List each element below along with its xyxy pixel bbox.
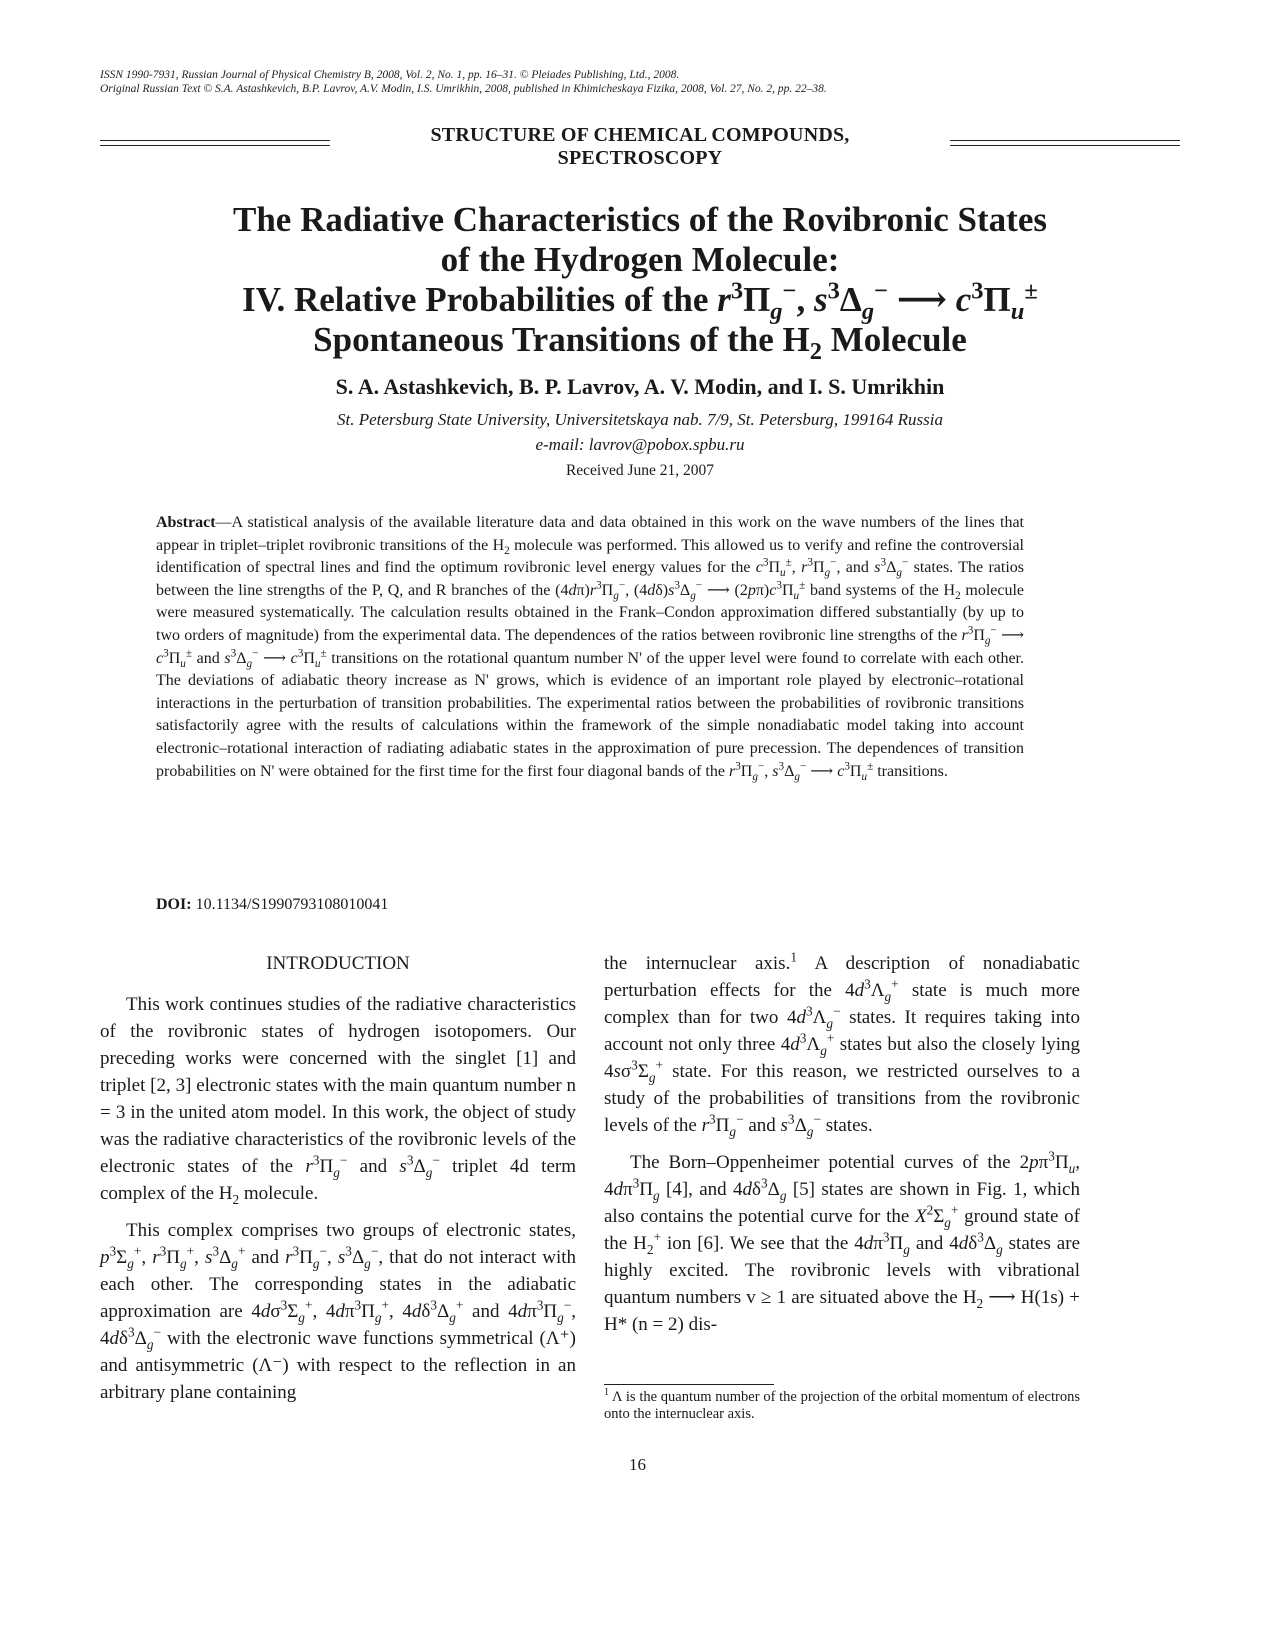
footnote-ref-1[interactable]: 1 (790, 949, 797, 965)
intro-paragraph-1: This work continues studies of the radiative characteristics of the rovibronic states of hydrogen isotopomers. Our preceding works were concerned with the singlet [1] and triplet [2, 3] electronic states with the main quantum number n = 3 in the united atom model. In this work, the object of study was the radiative characteristics of the rovibronic levels of the electronic states of the $r^3\Pi_g^-$ and $s^3\Delta_g^-$ triplet 4d term complex of the $H_2$ molecule. (100, 994, 576, 1207)
abstract-label: Abstract (156, 514, 216, 531)
doi-label: DOI: (156, 896, 192, 913)
intro-paragraph-3: the internuclear axis.$^1$ A description of nonadiabatic perturbation effects for the $4d^3\Lambda_g^+$ state is much more complex than for two $4d^3\Lambda_g^-$ states. It requires taking into account not only three $4d^3\Lambda_g^+$ states but also the closely lying $4s\sigma^3\Sigma_g^+$ state. For this reason, we restricted ourselves to a study of the probabilities of transitions from the rovibronic levels of the $r^3\Pi_g^-$ and $s^3\Delta_g^-$ states. (604, 949, 1081, 1139)
intro-paragraph-4: The Born–Oppenheimer potential curves of the $2p\pi^3\Pi_u$, $4d\pi^3\Pi_g$ [4], and $4d\delta^3\Delta_g$ [5] states are shown in Fig. 1, which also contains the potential curve for the $X^2\Sigma_g^+$ ground state of the $H_2^+$ ion [6]. We see that the $4d\pi^3\Pi_g$ and $4d\delta^3\Delta_g$ states are highly excited. The rovibronic levels with vibrational quantum numbers v ≥ 1 are situated above the $H_2$ ⟶ H(1s) + H* (n = 2) dis- (604, 1148, 1081, 1335)
section-title (330, 124, 950, 170)
title-line-4: Spontaneous Transitions of the $H_2$ Molecule (313, 320, 967, 365)
footnote-text: Λ is the quantum number of the projection of the orbital momentum of electrons onto the internuclear axis. (604, 1389, 1080, 1422)
right-column (604, 950, 1080, 1348)
footnote (604, 1389, 1080, 1423)
email[interactable]: e-mail: lavrov@pobox.spbu.ru (535, 435, 745, 454)
section-heading-bar (100, 124, 1180, 169)
section-title-line-2: SPECTROSCOPY (557, 147, 723, 169)
introduction-heading: INTRODUCTION (266, 953, 410, 974)
affiliation-block (100, 407, 1180, 457)
doi (156, 896, 388, 914)
affiliation: St. Petersburg State University, Universitetskaya nab. 7/9, St. Petersburg, 199164 Russia (337, 410, 943, 429)
header-line-2: Original Russian Text © S.A. Astashkevich, B.P. Lavrov, A.V. Modin, I.S. Umrikhin, 2008, published in Khimicheskaya Fizika, 2008, Vol. 27, No. 2, pp. 22–38. (100, 83, 827, 95)
intro-paragraph-2: This complex comprises two groups of electronic states, $p^3\Sigma_g^+$, $r^3\Pi_g^+$, $s^3\Delta_g^+$ and $r^3\Pi_g^-$, $s^3\Delta_g^-$, that do not interact with each other. The corresponding states in the adiabatic approximation are $4d\sigma^3\Sigma_g^+$, $4d\pi^3\Pi_g^+$, $4d\delta^3\Delta_g^+$ and $4d\pi^3\Pi_g^-$, $4d\delta^3\Delta_g^-$ with the electronic wave functions symmetrical (Λ⁺) and antisymmetric (Λ⁻) with respect to the reflection in an arbitrary plane containing (100, 1220, 577, 1403)
received-date: Received June 21, 2007 (565, 462, 715, 479)
left-column (100, 950, 576, 1416)
title-line-2: of the Hydrogen Molecule: (440, 240, 840, 279)
paper-title (100, 200, 1180, 365)
section-title-line-1: STRUCTURE OF CHEMICAL COMPOUNDS, (430, 124, 850, 146)
authors: S. A. Astashkevich, B. P. Lavrov, A. V. Modin, and I. S. Umrikhin (335, 374, 945, 399)
doi-link[interactable]: 10.1134/S1990793108010041 (195, 896, 389, 913)
title-line-3: IV. Relative Probabilities of the $r^3\Pi_g^-$, $s^3\Delta_g^-$ ⟶ $c^3\Pi_u^\pm$ (242, 277, 1038, 325)
section-rule-right (950, 140, 1180, 146)
section-rule-left (100, 140, 330, 146)
title-line-1: The Radiative Characteristics of the Rovibronic States (233, 200, 1047, 239)
footnote-rule (604, 1384, 774, 1385)
abstract: Abstract—A statistical analysis of the available literature data and data obtained in this work on the wave numbers of the lines that appear in triplet–triplet rovibronic transitions of the $H_2$ molecule was performed. This allowed us to verify and refine the controversial identification of spectral lines and find the optimum rovibronic level energy values for the $c^3\Pi_u^\pm$, $r^3\Pi_g^-$, and $s^3\Delta_g^-$ states. The ratios between the line strengths of the P, Q, and R branches of the $(4d\pi)r^3\Pi_g^-$, $(4d\delta)s^3\Delta_g^-$ ⟶ $(2p\pi)c^3\Pi_u^\pm$ band systems of the $H_2$ molecule were measured systematically. The calculation results obtained in the Frank–Condon approximation differed substantially (by up to two orders of magnitude) from the experimental data. The dependences of the ratios between rovibronic line strengths of the $r^3\Pi_g^-$ ⟶ $c^3\Pi_u^\pm$ and $s^3\Delta_g^-$ ⟶ $c^3\Pi_u^\pm$ transitions on the rotational quantum number N' of the upper level were found to correlate with each other. The deviations of adiabatic theory increase as N' grows, which is evidence of an important role played by electronic–rotational interactions in the perturbation of transition probabilities. The experimental ratios between the probabilities of rovibronic transitions satisfactorily agree with the results of calculations within the framework of the simple nonadiabatic model taking into account electronic–rotational interaction of radiating adiabatic states in the approximation of pure precession. The dependences of transition probabilities on N' were obtained for the first time for the first four diagonal bands of the $r^3\Pi_g^-$, $s^3\Delta_g^-$ ⟶ $c^3\Pi_u^\pm$ transitions. (156, 514, 1025, 783)
footnote-mark: 1 (604, 1387, 610, 1399)
page-number: 16 (629, 1455, 646, 1474)
journal-header (100, 68, 827, 96)
header-line-1: ISSN 1990-7931, Russian Journal of Physical Chemistry B, 2008, Vol. 2, No. 1, pp. 16–31. © Pleiades Publishing, Ltd., 2008. (100, 69, 680, 81)
